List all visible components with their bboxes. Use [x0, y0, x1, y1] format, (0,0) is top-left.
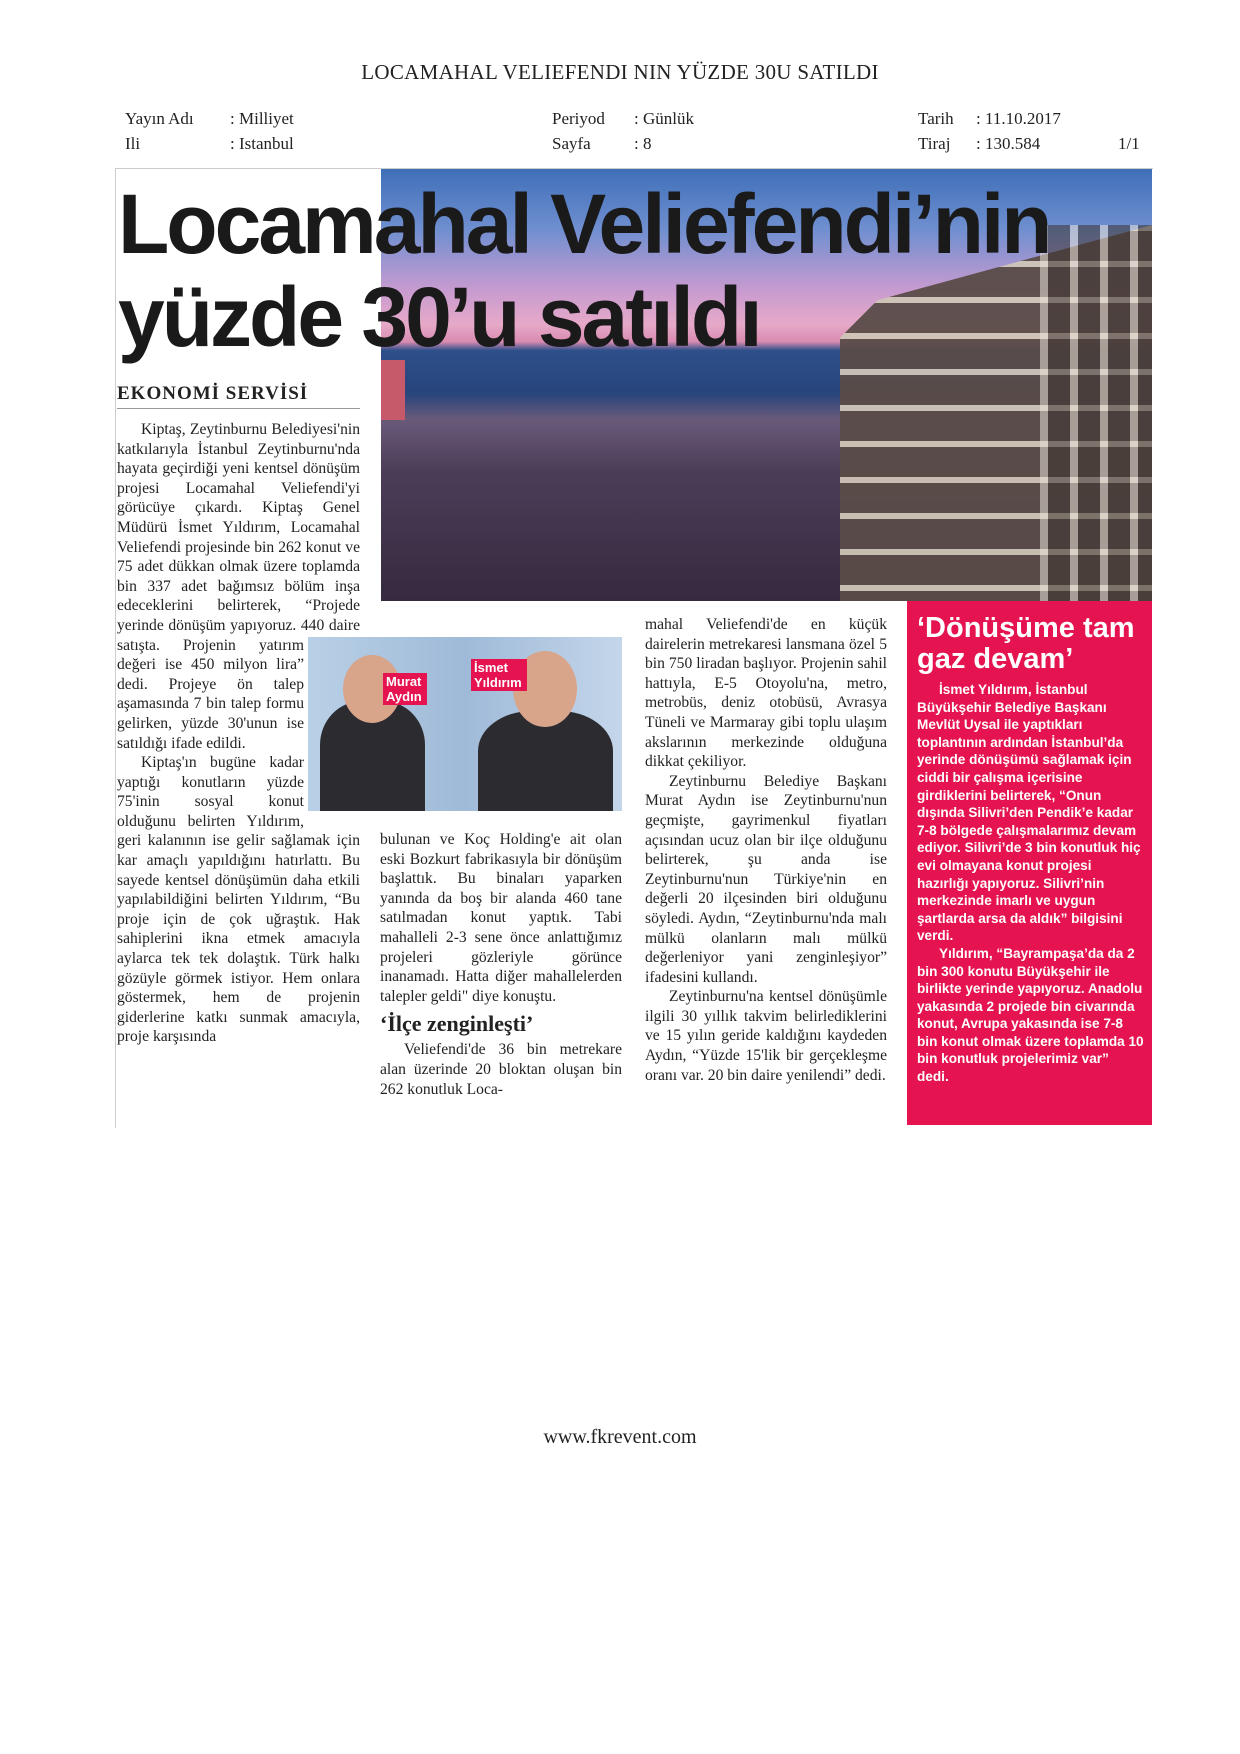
- headline: Locamahal Veliefendi’nin yüzde 30’u satıldı: [118, 177, 1050, 364]
- sidebar-title: ‘Dönüşüme tam gaz devam’: [917, 612, 1135, 675]
- sidebar-box: ‘Dönüşüme tam gaz devam’ İsmet Yıldırım, İstanbul Büyükşehir Belediye Başkanı Mevlüt Uysal ile yaptıkları toplantının ardından İstanbul’da yerinde dönüşümü sağlamak için ciddi bir çalışma içerisine girdiklerini belirterek, “Onun dışında Silivri’den Pendik’e kadar 7-8 bölgede çalışmalarımız devam ediyor. Silivri’de 3 bin konutluk hiç evi olmayana konut projesi hazırlığı yapıyoruz. Silivri’nin merkezinde imarlı ve uygun şartlarda arsa da aldık” bilgisini verdi. Yıldırım, “Bayrampaşa’da da 2 bin 300 konutu Büyükşehir ile birlikte yerinde yapıyoruz. Anadolu yakasında 2 projede bin civarında konut, Avrupa yakasında ise 7-8 bin konut olmak üzere toplamda 10 bin konutluk projelerimiz var” dedi.: [907, 601, 1152, 1125]
- caption-tag: Murat Aydın: [383, 673, 427, 705]
- byline: EKONOMİ SERVİSİ: [117, 383, 360, 409]
- meta-period: Periyod : Günlük Sayfa : 8: [552, 109, 694, 153]
- document-title: LOCAMAHAL VELIEFENDI NIN YÜZDE 30U SATILDI: [361, 60, 879, 84]
- footer-website: www.fkrevent.com: [543, 1426, 697, 1448]
- caption-tag: İsmet Yıldırım: [471, 659, 527, 691]
- tower-shape: [381, 360, 405, 420]
- column-3: mahal Veliefendi'de en küçük dairelerin metrekaresi lansmana özel 5 bin 750 liradan başlıyor. Projenin sahil hattıyla, E-5 Otoyolu'na, metro, metrobüs, deniz otobüsü, Avrasya Tüneli ve Marmaray gibi toplu ulaşım akslarının merkezinde olduğuna dikkat çekiliyor. Zeytinburnu Belediye Başkanı Murat Aydın ise Zeytinburnu'nun geçmişte, gayrimenkul fiyatları açısından ucuz olan bir ilçe olduğunu belirterek, şu anda ise Zeytinburnu'nun Türkiye'nin en değerli 20 ilçesinden biri olduğunu söyledi. Aydın, “Zeytinburnu'nda malı mülkü olanların malı mülkü değerleniyor yani zenginleşiyor” ifadesini kullandı. Zeytinburnu'na kentsel dönüşümle ilgili 30 yıllık takvim belirlediklerini ve 15 yılın geride kaldığını kaydeden Aydın, “Yüzde 15'lik bir gerçekleşme oranı var. 20 bin daire yenilendi” dedi.: [645, 616, 887, 1084]
- column-1: Kiptaş, Zeytinburnu Belediyesi'nin katkılarıyla İstanbul Zeytinburnu'nda hayata geçirdiği yeni kentsel dönüşüm projesi Locamahal Veliefendi'yi görücüye çıkardı. Kiptaş Genel Müdürü İsmet Yıldırım, Locamahal Veliefendi projesinde bin 262 konut ve 75 adet dükkan olmak üzere toplamda bin 337 adet bağımsız bölüm inşa edeceklerini belirterek, “Projede yerinde dönüşüm yapıyoruz. 440 daire satışta. Projenin yatırım değeri ise 450 milyon lira” dedi. Projeye ön talep aşamasında 7 bin talep formu gelirken, yüzde 30'unun ise satıldığı ifade edildi. Kiptaş'ın bugüne kadar yaptığı konutların yüzde 75'inin sosyal konut olduğunu belirten Yıldırım, geri kalanının ise gelir sağlamak için kar amaçlı yapıldığını hatırlattı. Bu sayede kentsel dönüşümün daha etkili yapılabildiğini belirten Yıldırım, “Bu proje için de çok uğraştık. Hak sahiplerini ikna etmek amacıyla aylarca tek tek dolaştık. Türk halkı gözüyle görmek istiyor. Hem onlara göstermek, hem de projenin giderlerine katkı sunmak amacıyla, proje karşısında: [117, 421, 360, 1046]
- page-number: 1/1: [1118, 134, 1140, 153]
- press-conference-photo: [308, 637, 622, 811]
- column-2: bulunan ve Koç Holding'e ait olan eski Bozkurt fabrikasıyla bir dönüşüm başlattık. Bu binaları yaparken yanında da boş bir alanda 460 tane satılmadan konut yaptık. Tabi mahalleli 2-3 sene önce anlattığımız projeleri gözleriyle görünce inanamadı. Hatta diğer mahallelerden talepler geldi" diye konuştu. ‘İlçe zenginleşti’ Veliefendi'de 36 bin metrekare alan üzerinde 20 bloktan oluşan bin 262 konutluk Loca-: [380, 831, 622, 1098]
- meta-publication: Yayın Adı : Milliyet Ili : Istanbul: [125, 109, 294, 153]
- subheading: ‘İlçe zenginleşti’: [380, 1011, 534, 1037]
- building-facade: [1040, 225, 1152, 601]
- meta-date: Tarih : 11.10.2017 Tiraj : 130.584: [918, 109, 1061, 153]
